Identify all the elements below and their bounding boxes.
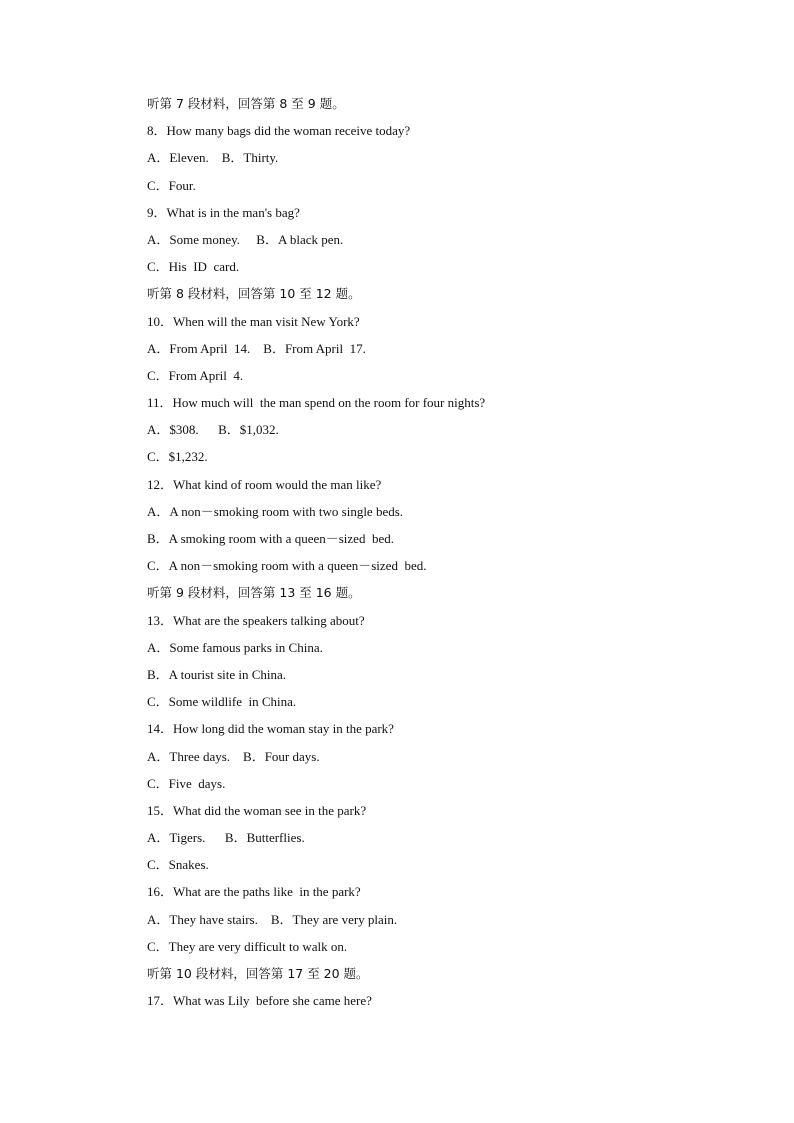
section-heading: 听第 10 段材料，回答第 17 至 20 题。 <box>147 966 369 981</box>
answer-options: C．They are very difficult to walk on. <box>147 938 348 954</box>
answer-options: A．$308. B．$1,032. <box>147 422 279 438</box>
answer-options: C．Snakes. <box>147 857 209 873</box>
question-text: 13．What are the speakers talking about? <box>147 612 365 628</box>
exam-content <box>147 94 707 1018</box>
answer-options: C．From April 4. <box>147 367 244 383</box>
answer-options: B．A smoking room with a queen－sized bed. <box>147 531 394 546</box>
question-text: 17．What was Lily before she came here? <box>147 993 372 1009</box>
answer-options: B．A tourist site in China. <box>147 666 287 682</box>
answer-options: C．His ID card. <box>147 259 240 275</box>
answer-options: A．Tigers. B．Butterflies. <box>147 830 305 846</box>
answer-options: C．A non－smoking room with a queen－sized bed. <box>147 558 427 574</box>
answer-options: C．$1,232. <box>147 449 208 465</box>
answer-options: A．Eleven. B．Thirty. <box>147 150 279 166</box>
question-text: 10．When will the man visit New York? <box>147 313 360 329</box>
answer-options: A．Some money. B．A black pen. <box>147 231 344 247</box>
question-text: 9．What is in the man's bag? <box>147 204 300 220</box>
answer-options: C．Four. <box>147 177 196 193</box>
question-text: 15．What did the woman see in the park? <box>147 802 367 818</box>
answer-options: A．A non－smoking room with two single beds. <box>147 503 404 519</box>
question-text: 14．How long did the woman stay in the park? <box>147 721 394 737</box>
answer-options: A．They have stairs. B．They are very plain. <box>147 911 398 927</box>
section-heading: 听第 9 段材料，回答第 13 至 16 题。 <box>147 585 361 601</box>
answer-options: C．Some wildlife in China. <box>147 694 297 710</box>
answer-options: C．Five days. <box>147 775 226 791</box>
question-text: 8．How many bags did the woman receive today? <box>147 123 411 139</box>
question-text: 11．How much will the man spend on the room for four nights? <box>147 395 486 411</box>
answer-options: A．From April 14. B．From April 17. <box>147 340 366 356</box>
section-heading: 听第 7 段材料，回答第 8 至 9 题。 <box>147 96 345 111</box>
answer-options: A．Some famous parks in China. <box>147 639 323 655</box>
question-text: 12．What kind of room would the man like? <box>147 476 382 492</box>
question-text: 16．What are the paths like in the park? <box>147 884 361 900</box>
answer-options: A．Three days. B．Four days. <box>147 748 320 764</box>
section-heading: 听第 8 段材料，回答第 10 至 12 题。 <box>147 286 361 302</box>
